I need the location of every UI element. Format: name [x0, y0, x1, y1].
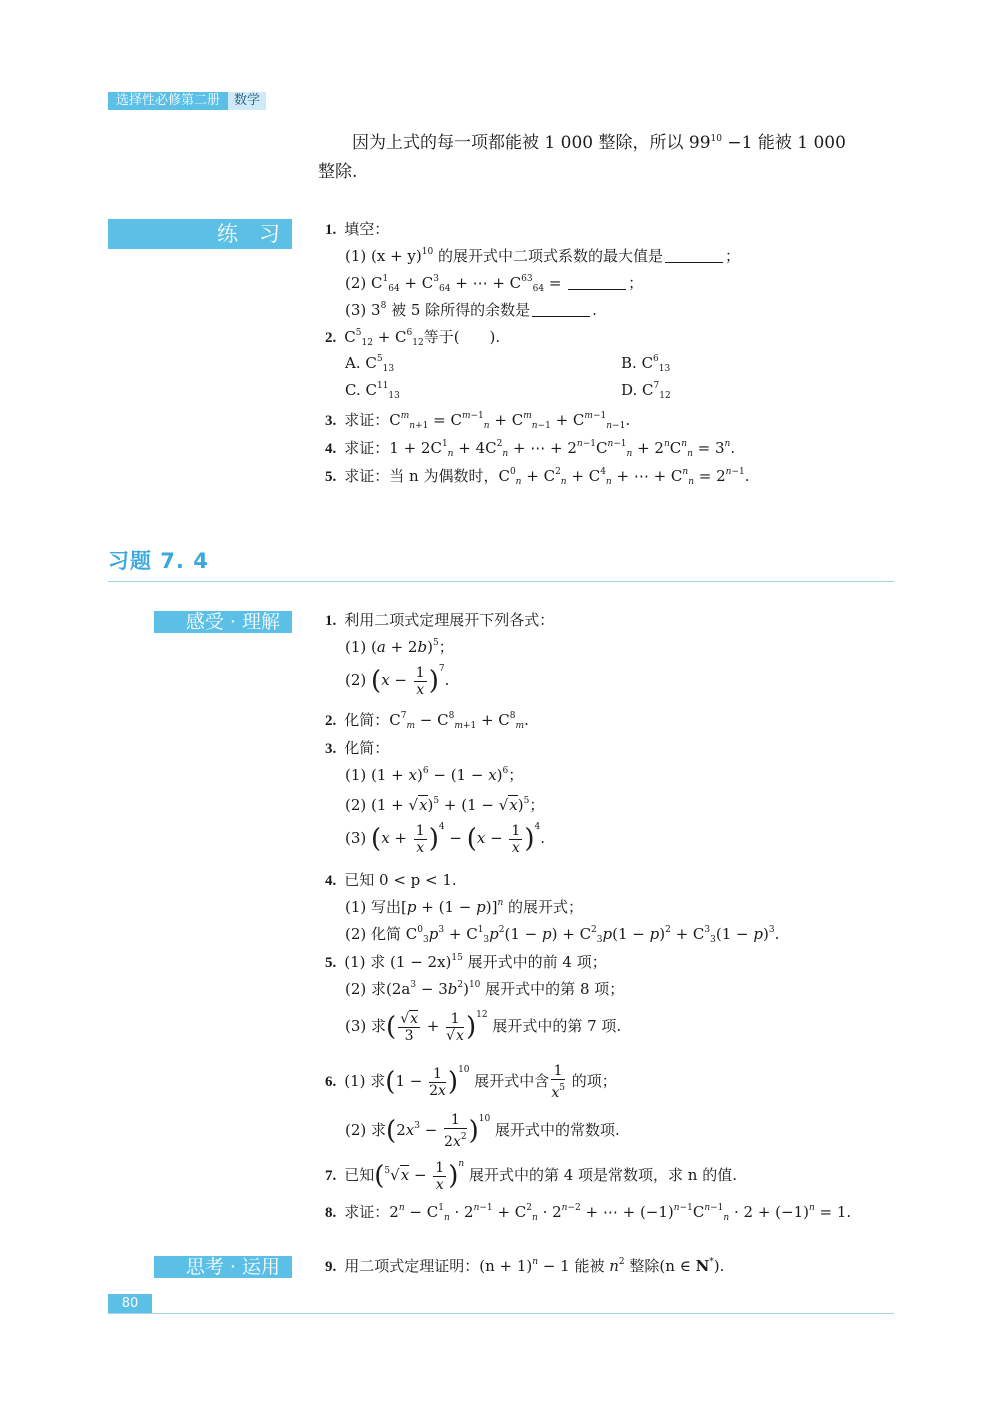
intro-paragraph: 因为上式的每一项都能被 1 000 整除，所以 $99^{10} -1$ 能被 1 000 整除.	[318, 133, 846, 182]
ex-7: 7. 已知($^5$√x − $\frac{1}{x}$ )$^n$ 展开式中的第 4 项是常数项，求 n 的值.	[325, 1159, 737, 1193]
subject-label: 数学	[228, 92, 266, 110]
ex-9: 9. 用二项式定理证明：$(n + 1)^n - 1$ 能被 $n^2$ 整除(n ∈ N*).	[325, 1257, 725, 1275]
ex-4: 4. 已知 0 < p < 1.	[325, 871, 457, 889]
practice-q3: 3. 求证：$C^m_{n+1} = C^{m-1}_n + C^m_{n-1} + C^{m-1}_{n-1}$.	[325, 411, 631, 431]
practice-q1: 1. 填空：	[325, 220, 390, 238]
ex-3b: (2) $(1 + √x)^5 + (1 - √x)^5$；	[345, 796, 545, 814]
ex-5b: (2) 求$(2a^3 - 3b^2)^{10}$ 展开式中的第 8 项；	[345, 980, 625, 998]
practice-q1b: (2) $C^1_{64} + C^3_{64}$ + ⋯ + $C^{63}_{64}$ = ；	[345, 274, 644, 294]
practice-q1a: (1) $(x + y)^{10}$ 的展开式中二项式系数的最大值是 ；	[345, 247, 741, 265]
header-tag	[108, 92, 266, 110]
ex-3: 3. 化简：	[325, 739, 390, 757]
ex-1a: (1) $(a + 2b)^5$；	[345, 638, 454, 656]
practice-q5: 5. 求证：当 n 为偶数时，$C^0_n + C^2_n + C^4_n$ + ⋯ + $C^n_n = 2^{n-1}$.	[325, 467, 750, 487]
option-b: B. $C^6_{13}$	[621, 354, 671, 374]
ex-5: 5. (1) 求 $(1 - 2x)^{15}$ 展开式中的前 4 项；	[325, 953, 607, 971]
option-a: A. $C^5_{13}$	[345, 354, 395, 374]
section-title: 习题 7. 4	[108, 549, 209, 573]
book-title: 选择性必修第二册	[108, 92, 228, 110]
label-apply: 思考 · 运用	[154, 1256, 292, 1278]
ex-3c: (3) (x + $\frac{1}{x}$ )$^4$ − (x − $\frac{1}{x}$ )$^4$.	[345, 822, 546, 856]
ex-5c: (3) 求( $\frac{√x}{3}$ + $\frac{1}{√x}$ )$^{12}$ 展开式中的第 7 项.	[345, 1010, 622, 1044]
ex-8: 8. 求证：$2^n - C^1_n \cdot 2^{n-1} + C^2_n \cdot 2^{n-2}$ + ⋯ + $(-1)^{n-1}C^{n-1}_n \cdot 2 + (-1)^n = 1$.	[325, 1203, 852, 1223]
footer-rule	[108, 1313, 894, 1314]
practice-q4: 4. 求证：$1 + 2C^1_n + 4C^2_n$ + ⋯ + $2^{n-1}C^{n-1}_n + 2^nC^n_n = 3^n$.	[325, 439, 736, 459]
ex-6b: (2) 求($2x^3$ − $\frac{1}{2x^2}$ )$^{10}$ 展开式中的常数项.	[345, 1112, 620, 1150]
page-number: 80	[108, 1294, 152, 1314]
ex-1: 1. 利用二项式定理展开下列各式：	[325, 611, 555, 629]
ex-3a: (1) $(1 + x)^6 - (1 - x)^6$；	[345, 766, 524, 784]
label-understand: 感受 · 理解	[154, 611, 292, 633]
option-c: C. $C^{11}_{13}$	[345, 381, 400, 401]
practice-q2: 2. $C^5_{12} + C^6_{12}$等于( ).	[325, 328, 501, 348]
option-d: D. $C^7_{12}$	[621, 381, 671, 401]
practice-label: 练 习	[108, 219, 292, 249]
ex-6: 6. (1) 求(1 − $\frac{1}{2x}$ )$^{10}$ 展开式中含 $\frac{1}{x^5}$ 的项；	[325, 1063, 617, 1101]
practice-q1c: (3) $3^8$ 被 5 除所得的余数是 .	[345, 301, 597, 319]
ex-4b: (2) 化简 $C^0_3p^3 + C^1_3p^2(1 - p) + C^2_3p(1 - p)^2 + C^3_3(1 - p)^3$.	[345, 925, 780, 945]
section-rule	[108, 581, 894, 582]
ex-4a: (1) 写出$[p + (1 - p)]^n$ 的展开式；	[345, 898, 584, 916]
ex-2: 2. 化简：$C^7_m - C^8_{m+1} + C^8_m$.	[325, 711, 529, 731]
ex-1b: (2) (x − $\frac{1}{x}$ )$^7$.	[345, 664, 450, 698]
